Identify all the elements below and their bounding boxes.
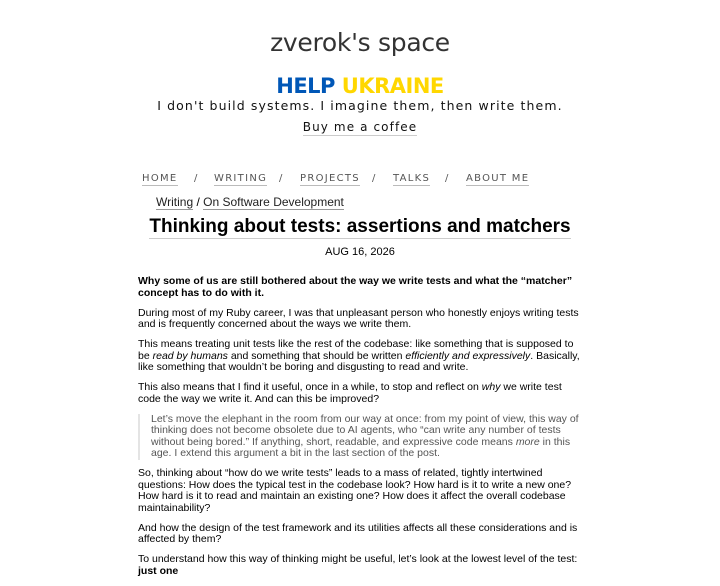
breadcrumb: [156, 195, 344, 209]
site-title-link[interactable]: zverok's space: [270, 28, 450, 57]
paragraph-1: During most of my Ruby career, I was that unpleasant person who honestly enjoys writing tests and is frequently concerned about the ways we write them.: [138, 306, 579, 330]
breadcrumb-category-link[interactable]: On Software Development: [203, 195, 344, 209]
nav-separator: /: [372, 173, 377, 184]
help-ukraine-word-ukraine[interactable]: UKRAINE: [341, 74, 444, 98]
help-ukraine-word-help[interactable]: HELP: [276, 74, 335, 98]
nav-item-projects[interactable]: PROJECTS: [300, 173, 360, 184]
paragraph-3: [138, 382, 583, 405]
paragraph-2-text: and something that should be written: [227, 349, 406, 362]
post-lead: Why some of us are still bothered about the way we write tests and what the “matcher” concept has to do with it.: [138, 275, 573, 299]
nav-separator: /: [279, 173, 284, 184]
blockquote-ai-note: [138, 414, 583, 460]
nav-item-writing[interactable]: WRITING: [214, 173, 268, 184]
paragraph-2-emphasis: read by humans: [152, 349, 228, 362]
paragraph-6-strong: just one: [138, 564, 179, 577]
paragraph-6: [138, 554, 583, 577]
paragraph-2-emphasis: efficiently and expressively: [405, 349, 531, 362]
buy-coffee-link[interactable]: Buy me a coffee: [302, 120, 418, 134]
paragraph-3-emphasis: why: [481, 381, 501, 393]
breadcrumb-writing-link[interactable]: Writing: [156, 195, 194, 209]
nav-separator: /: [194, 173, 199, 184]
paragraph-5: And how the design of the test framework and its utilities affects all these considerations and is affected by them?: [138, 521, 578, 545]
post-date: AUG 16, 2026: [325, 246, 395, 258]
paragraph-3-text: This also means that I find it useful, once in a while, to stop and reflect on: [138, 381, 482, 393]
help-ukraine-banner[interactable]: [0, 74, 720, 98]
blockquote-text: in this age. I extend this argument a bit in the last section of the post.: [151, 435, 571, 459]
main-nav: [0, 173, 720, 187]
post-content: [138, 276, 583, 586]
blockquote-emphasis: more: [515, 435, 540, 448]
nav-item-home[interactable]: HOME: [142, 173, 178, 184]
paragraph-2-text: This means treating unit tests like the rest of the codebase: like something that is supposed to be: [138, 338, 574, 362]
breadcrumb-separator: /: [196, 195, 200, 209]
nav-separator: /: [445, 173, 450, 184]
nav-item-about-me[interactable]: ABOUT ME: [466, 173, 530, 184]
paragraph-3-text: we write test code the way we write it. And can this be improved?: [138, 381, 562, 405]
paragraph-2: [138, 339, 583, 374]
paragraph-6-text: To understand how this way of thinking might be useful, let’s look at the lowest level of the test:: [138, 553, 578, 565]
blockquote-text: Let’s move the elephant in the room from our way at once: from my point of view, this way of thinking does not become obsolete due to AI agents, who “can write any number of tests without being bored.” If anything, short, readable, and expressive code means: [151, 412, 579, 448]
buy-coffee-container: [0, 120, 720, 134]
post-title: [0, 216, 720, 238]
post-title-text: Thinking about tests: assertions and matchers: [149, 216, 571, 237]
paragraph-2-text: . Basically, like something that wouldn’t be boring and disgusting to read and write.: [138, 349, 580, 373]
site-tagline: I don't build systems. I imagine them, then write them.: [157, 98, 563, 113]
paragraph-4: So, thinking about “how do we write tests” leads to a mass of related, tightly intertwined questions: How does the typical test in the codebase look? How hard is it to write a new one? How hard is it to read and maintain an existing one? How does it affect the overall codebase maintainability?: [138, 467, 572, 514]
nav-item-talks[interactable]: TALKS: [393, 173, 431, 184]
